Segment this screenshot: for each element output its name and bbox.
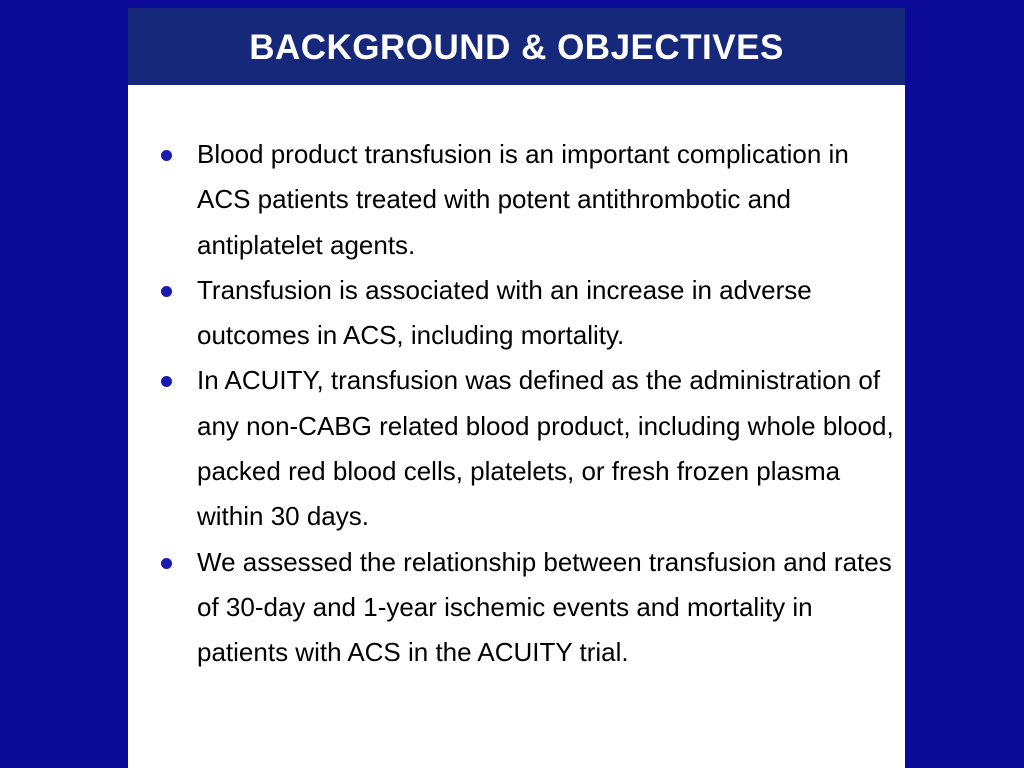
bullet-list xyxy=(128,132,905,676)
bullet-text: Transfusion is associated with an increase in adverse outcomes in ACS, including mortality. xyxy=(197,274,812,351)
bullet-item xyxy=(128,132,905,268)
slide-title: BACKGROUND & OBJECTIVES xyxy=(249,27,784,67)
content-panel xyxy=(128,8,905,768)
bullet-text: We assessed the relationship between transfusion and rates of 30-day and 1-year ischemic events and mortality in patients with ACS in the ACUITY trial. xyxy=(197,546,892,668)
bullet-text: In ACUITY, transfusion was defined as the administration of any non-CABG related blood product, including whole blood, packed red blood cells, platelets, or fresh frozen plasma within 30 days. xyxy=(197,365,894,532)
bullet-dot-icon xyxy=(161,150,172,161)
bullet-item xyxy=(128,358,905,539)
bullet-dot-icon xyxy=(161,286,172,297)
bullet-text: Blood product transfusion is an important complication in ACS patients treated with potent antithrombotic and antiplatelet agents. xyxy=(197,139,849,260)
bullet-dot-icon xyxy=(161,376,172,387)
bullet-dot-icon xyxy=(161,558,172,569)
title-bar xyxy=(128,8,905,85)
bullet-item xyxy=(128,268,905,359)
bullet-item xyxy=(128,540,905,676)
